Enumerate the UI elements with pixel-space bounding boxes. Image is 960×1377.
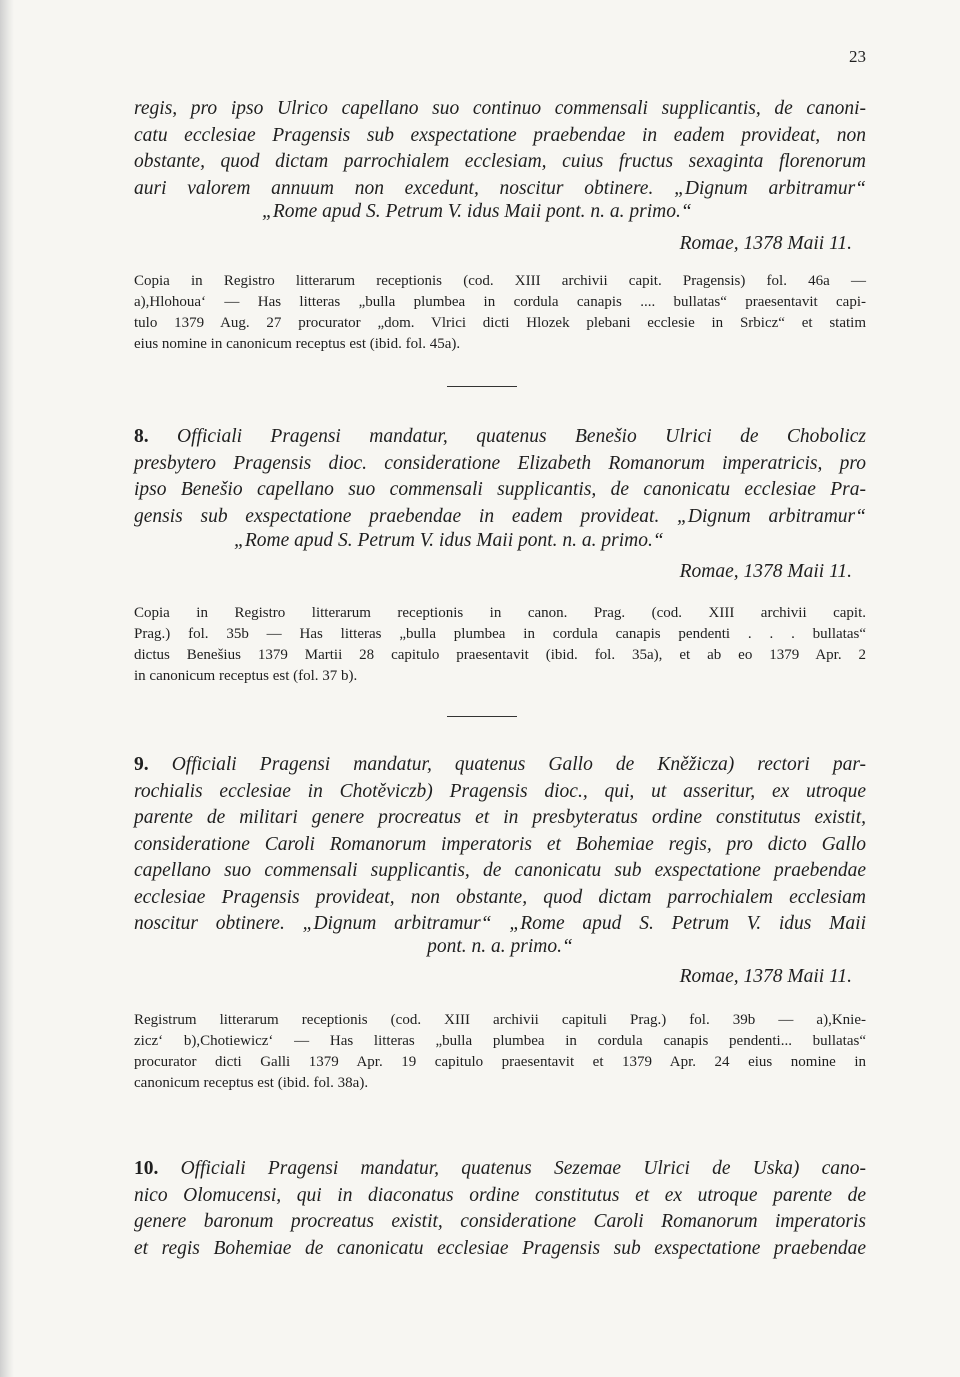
- text-line: regis, pro ipso Ulrico capellano suo continuo commensali supplicantis, de canoni-: [134, 98, 866, 119]
- dating-clause: pont. n. a. primo.“: [427, 936, 573, 957]
- page-number: 23: [849, 47, 866, 66]
- entry-8: [134, 424, 866, 530]
- entry-10: [134, 1156, 866, 1262]
- note-line: dictus Benešius 1379 Martii 28 capitulo praesentavit (ibid. fol. 35a), et ab eo 1379 Apr. 2: [134, 647, 866, 663]
- text-line: capellano suo commensali supplicantis, de canonicatu sub exspectatione praebendae: [134, 860, 866, 881]
- text-segment: Officiali Pragensi mandatur, quatenus Benešio Ulrici de Chobolicz: [177, 426, 866, 447]
- source-note: [134, 603, 866, 687]
- text-line: presbytero Pragensis dioc. consideratione Elizabeth Romanorum imperatricis, pro: [134, 452, 866, 474]
- text-line: obstante, quod dictam parrochialem ecclesiam, cuius fructus sexaginta florenorum: [134, 151, 866, 172]
- note-line: a),Hlohoua‘ — Has litteras „bulla plumbea in cordula canapis .... bullatas“ praesentavit capi-: [134, 294, 866, 310]
- source-note: [134, 1010, 866, 1094]
- intro-text: [134, 96, 866, 202]
- text-segment: Officiali Pragensi mandatur, quatenus Sezemae Ulrici de Uska) cano-: [180, 1158, 866, 1179]
- text-line: [134, 752, 866, 779]
- page-edge-shadow: [0, 0, 14, 1377]
- date-line: Romae, 1378 Maii 11.: [679, 966, 852, 987]
- note-line: Copia in Registro litterarum receptionis (cod. XIII archivii capit. Pragensis) fol. 46a —: [134, 273, 866, 289]
- text-line: gensis sub exspectatione praebendae in eadem provideat. „Dignum arbitramur“: [134, 505, 866, 527]
- text-line: noscitur obtinere. „Dignum arbitramur“ „Rome apud S. Petrum V. idus Maii: [134, 913, 866, 934]
- text-line: nico Olomucensi, qui in diaconatus ordine constitutus et ex utroque parente de: [134, 1184, 866, 1206]
- text-line: auri valorem annuum non excedunt, noscitur obtinere. „Dignum arbitramur“: [134, 177, 866, 199]
- entry-number: 9.: [134, 754, 149, 775]
- text-line: ipso Benešio capellano suo commensali supplicantis, de canonicatu ecclesiae Pra-: [134, 479, 866, 500]
- entry-number: 8.: [134, 426, 149, 447]
- dating-clause: „Rome apud S. Petrum V. idus Maii pont. n. a. primo.“: [262, 201, 692, 222]
- text-line: et regis Bohemiae de canonicatu ecclesiae Pragensis sub exspectatione praebendae: [134, 1237, 866, 1259]
- text-line: parente de militari genere procreatus et in presbyteratus ordine constitutus existit,: [134, 807, 866, 828]
- note-line: procurator dicti Galli 1379 Apr. 19 capitulo praesentavit et 1379 Apr. 24 eius nomine in: [134, 1054, 866, 1070]
- entry-number: 10.: [134, 1158, 159, 1179]
- text-line: genere baronum procreatus existit, consideratione Caroli Romanorum imperatoris: [134, 1211, 866, 1232]
- text-line: rochialis ecclesiae in Chotěviczb) Pragensis dioc., qui, ut asseritur, ex utroque: [134, 780, 866, 802]
- note-line: tulo 1379 Aug. 27 procurator „dom. Vlrici dicti Hlozek plebani ecclesie in Srbicz“ et statim: [134, 315, 866, 331]
- note-line: Prag.) fol. 35b — Has litteras „bulla plumbea in cordula canapis pendenti . . . bullatas“: [134, 626, 866, 642]
- note-line: canonicum receptus est (ibid. fol. 38a).: [134, 1075, 369, 1091]
- separator-rule: [447, 716, 517, 717]
- text-line: [134, 424, 866, 451]
- separator-rule: [447, 386, 517, 387]
- note-line: zicz‘ b),Chotiewicz‘ — Has litteras „bulla plumbea in cordula canapis pendenti... bullatas“: [134, 1033, 866, 1049]
- text-line: consideratione Caroli Romanorum imperatoris et Bohemiae regis, pro dicto Gallo: [134, 833, 866, 855]
- text-line: [134, 1156, 866, 1183]
- entry-9: [134, 752, 866, 938]
- text-segment: Officiali Pragensi mandatur, quatenus Gallo de Kněžicza) rectori par-: [171, 754, 867, 775]
- date-line: Romae, 1378 Maii 11.: [679, 233, 852, 254]
- note-line: in canonicum receptus est (fol. 37 b).: [134, 668, 358, 684]
- text-line: catu ecclesiae Pragensis sub exspectatione praebendae in eadem provideat, non: [134, 124, 866, 146]
- note-line: Registrum litterarum receptionis (cod. XIII archivii capituli Prag.) fol. 39b — a),Knie-: [134, 1012, 866, 1028]
- note-line: eius nomine in canonicum receptus est (ibid. fol. 45a).: [134, 336, 461, 352]
- date-line: Romae, 1378 Maii 11.: [679, 561, 852, 582]
- source-note: [134, 271, 866, 355]
- note-line: Copia in Registro litterarum receptionis in canon. Prag. (cod. XIII archivii capit.: [134, 605, 866, 621]
- text-line: ecclesiae Pragensis provideat, non obstante, quod dictam parrochialem ecclesiam: [134, 886, 866, 908]
- dating-clause: „Rome apud S. Petrum V. idus Maii pont. n. a. primo.“: [234, 530, 664, 551]
